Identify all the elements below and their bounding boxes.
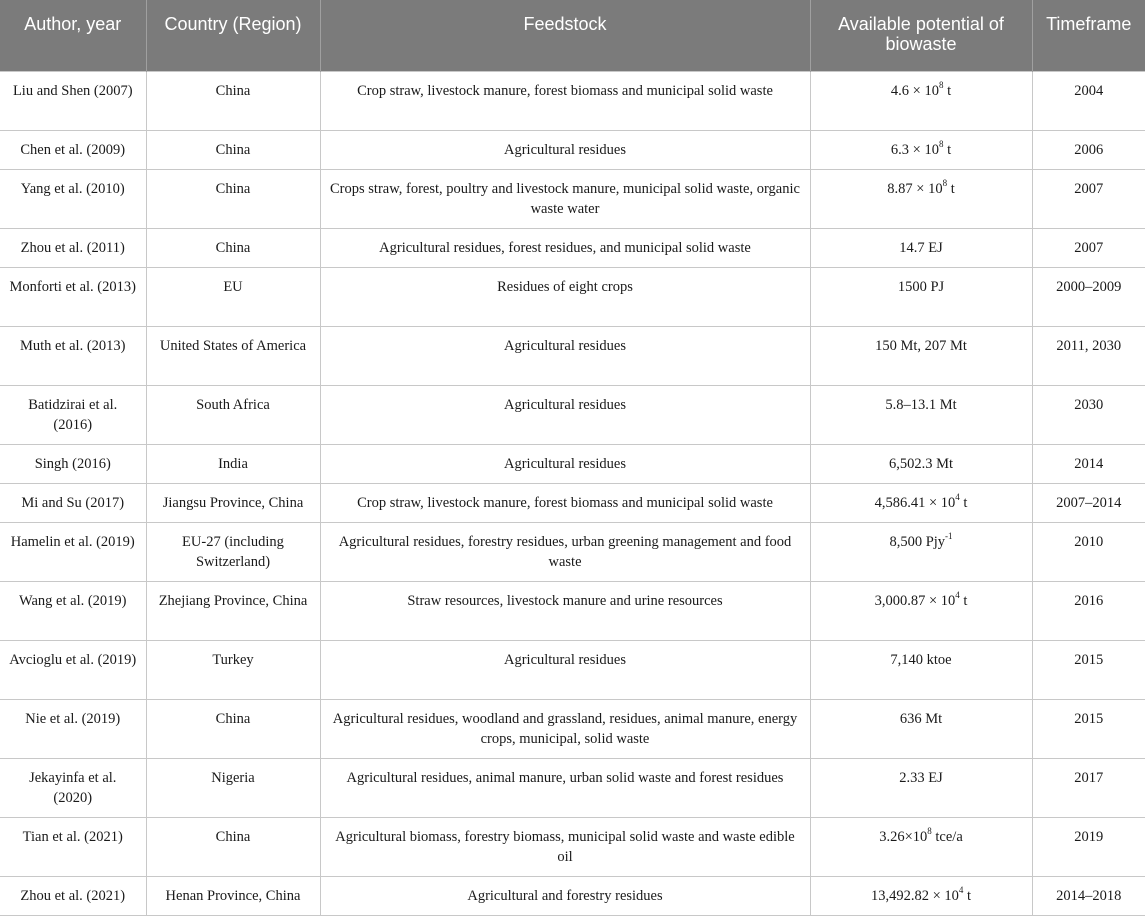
cell-available-potential [810, 169, 1032, 228]
potential-unit: t [943, 141, 952, 158]
header-timeframe: Timeframe [1032, 0, 1145, 71]
cell-feedstock: Crop straw, livestock manure, forest biomass and municipal solid waste [320, 71, 810, 130]
cell-timeframe: 2010 [1032, 522, 1145, 581]
table-body [0, 71, 1145, 915]
table-row [0, 522, 1145, 581]
potential-value: 4.6 × 10 [890, 82, 939, 99]
header-country-region: Country (Region) [146, 0, 320, 71]
cell-timeframe: 2014 [1032, 444, 1145, 483]
cell-feedstock: Agricultural residues, forest residues, and municipal solid waste [320, 228, 810, 267]
cell-timeframe: 2015 [1032, 640, 1145, 699]
potential-exponent: 8 [927, 825, 932, 836]
table-row [0, 483, 1145, 522]
potential-exponent: 4 [955, 491, 960, 502]
cell-feedstock: Agricultural residues [320, 640, 810, 699]
cell-timeframe: 2015 [1032, 699, 1145, 758]
cell-country-region: United States of America [146, 326, 320, 385]
cell-available-potential [810, 758, 1032, 817]
cell-author-year: Zhou et al. (2021) [0, 876, 146, 915]
cell-country-region: EU [146, 267, 320, 326]
cell-feedstock: Agricultural residues [320, 444, 810, 483]
cell-author-year: Mi and Su (2017) [0, 483, 146, 522]
cell-author-year: Wang et al. (2019) [0, 581, 146, 640]
cell-author-year: Batidzirai et al. (2016) [0, 385, 146, 444]
potential-exponent: -1 [945, 530, 953, 541]
potential-value: 1500 PJ [897, 278, 945, 295]
cell-author-year: Avcioglu et al. (2019) [0, 640, 146, 699]
potential-unit: t [963, 887, 972, 904]
table-row [0, 581, 1145, 640]
potential-value: 6.3 × 10 [890, 141, 939, 158]
table-row [0, 267, 1145, 326]
cell-timeframe: 2014–2018 [1032, 876, 1145, 915]
potential-exponent: 4 [955, 589, 960, 600]
table-row [0, 758, 1145, 817]
cell-available-potential [810, 130, 1032, 169]
header-available-potential: Available potential of biowaste [810, 0, 1032, 71]
cell-available-potential [810, 483, 1032, 522]
cell-timeframe: 2016 [1032, 581, 1145, 640]
cell-timeframe: 2030 [1032, 385, 1145, 444]
cell-feedstock: Agricultural and forestry residues [320, 876, 810, 915]
potential-unit: t [959, 592, 968, 609]
cell-author-year: Jekayinfa et al. (2020) [0, 758, 146, 817]
potential-value: 150 Mt, 207 Mt [875, 337, 967, 354]
cell-country-region: EU-27 (including Switzerland) [146, 522, 320, 581]
potential-unit: t [943, 82, 952, 99]
cell-country-region: Jiangsu Province, China [146, 483, 320, 522]
cell-country-region: Henan Province, China [146, 876, 320, 915]
cell-available-potential [810, 876, 1032, 915]
cell-country-region: India [146, 444, 320, 483]
cell-available-potential [810, 326, 1032, 385]
header-feedstock: Feedstock [320, 0, 810, 71]
cell-timeframe: 2007 [1032, 228, 1145, 267]
table-row [0, 699, 1145, 758]
cell-available-potential [810, 444, 1032, 483]
potential-unit: t [947, 180, 955, 197]
cell-available-potential [810, 267, 1032, 326]
cell-country-region: Turkey [146, 640, 320, 699]
cell-author-year: Hamelin et al. (2019) [0, 522, 146, 581]
cell-author-year: Tian et al. (2021) [0, 817, 146, 876]
cell-available-potential [810, 817, 1032, 876]
cell-country-region: Zhejiang Province, China [146, 581, 320, 640]
cell-feedstock: Agricultural residues, forestry residues, urban greening management and food waste [320, 522, 810, 581]
cell-author-year: Muth et al. (2013) [0, 326, 146, 385]
cell-available-potential [810, 522, 1032, 581]
cell-author-year: Liu and Shen (2007) [0, 71, 146, 130]
potential-value: 6,502.3 Mt [888, 455, 954, 472]
cell-timeframe: 2017 [1032, 758, 1145, 817]
cell-feedstock: Crops straw, forest, poultry and livestock manure, municipal solid waste, organic waste water [320, 169, 810, 228]
cell-country-region: China [146, 228, 320, 267]
potential-value: 2.33 EJ [899, 769, 943, 786]
cell-feedstock: Agricultural residues [320, 326, 810, 385]
cell-feedstock: Agricultural residues, woodland and grassland, residues, animal manure, energy crops, municipal, solid waste [320, 699, 810, 758]
cell-author-year: Chen et al. (2009) [0, 130, 146, 169]
potential-value: 7,140 ktoe [890, 651, 952, 668]
table-row [0, 385, 1145, 444]
potential-exponent: 4 [958, 884, 964, 895]
cell-author-year: Yang et al. (2010) [0, 169, 146, 228]
cell-available-potential [810, 71, 1032, 130]
potential-value: 8.87 × 10 [887, 180, 943, 197]
table-row [0, 228, 1145, 267]
potential-value: 3,000.87 × 10 [874, 592, 956, 609]
table-row [0, 640, 1145, 699]
potential-exponent: 8 [938, 79, 944, 90]
potential-unit: tce/a [931, 828, 963, 845]
cell-country-region: China [146, 71, 320, 130]
potential-value: 13,492.82 × 10 [870, 887, 959, 904]
cell-timeframe: 2000–2009 [1032, 267, 1145, 326]
potential-exponent: 8 [938, 138, 944, 149]
cell-timeframe: 2011, 2030 [1032, 326, 1145, 385]
table-row [0, 326, 1145, 385]
table-row [0, 169, 1145, 228]
cell-feedstock: Residues of eight crops [320, 267, 810, 326]
potential-value: 3.26×10 [879, 828, 928, 845]
potential-value: 4,586.41 × 10 [874, 494, 956, 511]
cell-country-region: South Africa [146, 385, 320, 444]
header-row [0, 0, 1145, 71]
potential-value: 5.8–13.1 Mt [885, 396, 957, 413]
cell-author-year: Monforti et al. (2013) [0, 267, 146, 326]
cell-feedstock: Agricultural residues, animal manure, urban solid waste and forest residues [320, 758, 810, 817]
cell-author-year: Nie et al. (2019) [0, 699, 146, 758]
potential-value: 8,500 Pjy [889, 533, 946, 550]
table-row [0, 130, 1145, 169]
cell-feedstock: Straw resources, livestock manure and urine resources [320, 581, 810, 640]
cell-country-region: China [146, 699, 320, 758]
cell-feedstock: Agricultural biomass, forestry biomass, municipal solid waste and waste edible oil [320, 817, 810, 876]
table-row [0, 876, 1145, 915]
potential-value: 636 Mt [899, 710, 943, 727]
cell-available-potential [810, 699, 1032, 758]
table-row [0, 71, 1145, 130]
potential-exponent: 8 [942, 177, 948, 188]
cell-country-region: China [146, 817, 320, 876]
cell-available-potential [810, 228, 1032, 267]
cell-timeframe: 2006 [1032, 130, 1145, 169]
cell-country-region: China [146, 130, 320, 169]
header-author-year: Author, year [24, 14, 122, 34]
cell-available-potential [810, 385, 1032, 444]
cell-author-year: Zhou et al. (2011) [0, 228, 146, 267]
potential-value: 14.7 EJ [899, 239, 943, 256]
cell-country-region: China [146, 169, 320, 228]
cell-timeframe: 2004 [1032, 71, 1145, 130]
cell-feedstock: Agricultural residues [320, 385, 810, 444]
table-row [0, 444, 1145, 483]
cell-feedstock: Agricultural residues [320, 130, 810, 169]
cell-author-year: Singh (2016) [0, 444, 146, 483]
potential-unit: t [959, 494, 968, 511]
cell-timeframe: 2007–2014 [1032, 483, 1145, 522]
table-row [0, 817, 1145, 876]
cell-timeframe: 2007 [1032, 169, 1145, 228]
cell-feedstock: Crop straw, livestock manure, forest biomass and municipal solid waste [320, 483, 810, 522]
cell-available-potential [810, 581, 1032, 640]
cell-available-potential [810, 640, 1032, 699]
cell-timeframe: 2019 [1032, 817, 1145, 876]
table-header [0, 0, 1145, 71]
cell-country-region: Nigeria [146, 758, 320, 817]
